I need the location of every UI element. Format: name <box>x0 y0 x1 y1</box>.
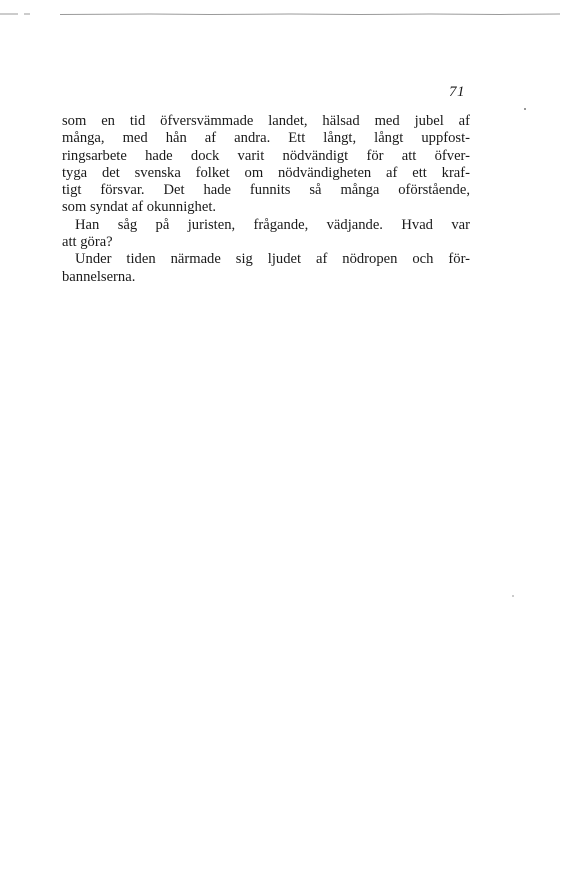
text-line: ringsarbete hade dock varit nödvändigt för att öfver- <box>62 147 470 164</box>
page-number: 71 <box>449 84 465 100</box>
scan-edge-line <box>0 12 576 16</box>
text-line: många, med hån af andra. Ett långt, långt uppfost- <box>62 130 470 147</box>
body-text <box>62 113 470 286</box>
text-line: bannelserna. <box>62 268 136 285</box>
text-line: att göra? <box>62 234 113 251</box>
text-line: Han såg på juristen, frågande, vädjande. Hvad var <box>75 216 470 233</box>
scan-speck <box>512 595 514 597</box>
text-line: Under tiden närmade sig ljudet af nödropen och för- <box>75 251 470 268</box>
text-line: som en tid öfversvämmade landet, hälsad med jubel af <box>62 113 470 129</box>
scan-speck <box>524 108 526 110</box>
text-line: tyga det svenska folket om nödvändigheten af ett kraf- <box>62 164 470 181</box>
text-line: tigt försvar. Det hade funnits så många oförstående, <box>62 182 470 199</box>
text-line: som syndat af okunnighet. <box>62 199 217 216</box>
